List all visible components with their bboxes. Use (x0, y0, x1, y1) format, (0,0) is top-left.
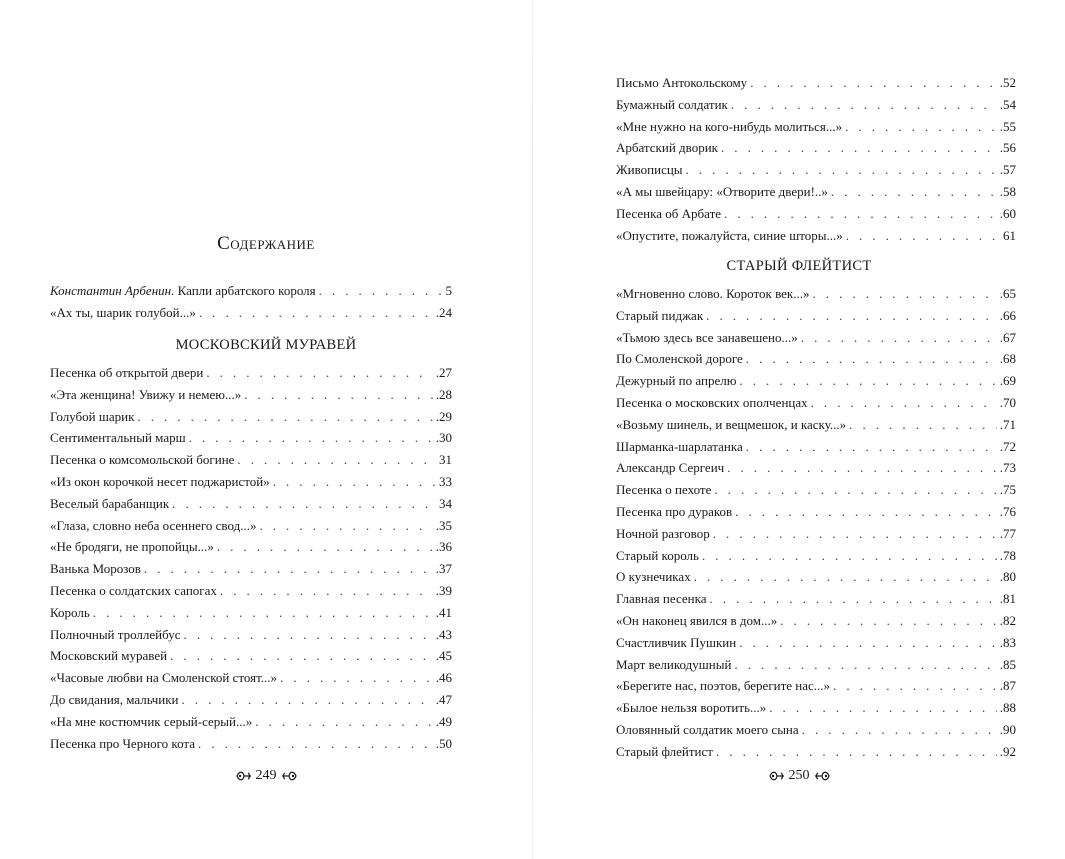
entry-page: .87 (999, 678, 1016, 694)
toc-entry[interactable] (50, 449, 452, 471)
entry-title: «Ах ты, шарик голубой...» (50, 304, 196, 320)
section-heading: СТАРЫЙ ФЛЕЙТИСТ (726, 258, 872, 274)
leader-dots (811, 392, 997, 414)
leader-dots (184, 624, 433, 646)
entry-page: .56 (999, 140, 1016, 156)
leader-dots (714, 479, 996, 501)
entry-page: .66 (999, 307, 1016, 323)
entry-title: Письмо Антокольскому (616, 75, 748, 90)
entry-page: .72 (999, 438, 1016, 454)
leader-dots (734, 654, 996, 676)
entry-page: .82 (999, 612, 1016, 628)
toc-entry[interactable] (616, 159, 1016, 181)
entry-title: Песенка о пехоте (616, 482, 712, 498)
toc-entry[interactable] (616, 523, 1016, 545)
leader-dots (802, 719, 997, 741)
entry-title: «Из окон корочкой несет поджаристой» (50, 473, 270, 489)
entry-page: .81 (999, 591, 1016, 607)
entry-title: Счастливчик Пушкин (616, 634, 737, 650)
leader-dots (93, 602, 433, 624)
toc-entry[interactable] (50, 667, 452, 689)
entry-page: .24 (435, 304, 452, 320)
page-number (533, 768, 1065, 784)
toc-entry[interactable] (50, 536, 452, 558)
entry-title: Ночной разговор (616, 525, 710, 541)
leader-dots (170, 645, 433, 667)
entry-title: Песенка о московских ополченцах (616, 394, 808, 410)
entry-title: Старый пиджак (616, 307, 704, 323)
entry-title: Старый флейтист (616, 743, 713, 759)
entry-page: .55 (999, 118, 1016, 134)
toc-entry[interactable] (50, 711, 452, 733)
entry-page: .78 (999, 547, 1016, 563)
toc-entry[interactable] (616, 225, 1016, 247)
entry-title: Песенка про Черного кота (50, 735, 196, 751)
leader-dots (244, 384, 433, 406)
entry-page: .36 (435, 539, 452, 555)
entry-page: .73 (999, 460, 1016, 476)
leader-dots (739, 370, 996, 392)
leader-dots (206, 362, 432, 384)
leader-dots (845, 116, 997, 138)
entry-page: .65 (999, 286, 1016, 301)
section-list (50, 362, 452, 754)
entry-title: Песенка об Арбате (616, 205, 722, 221)
entry-page: .83 (999, 634, 1016, 650)
toc-entry[interactable] (616, 610, 1016, 632)
intro-list (50, 280, 452, 324)
toc-entry[interactable] (616, 283, 1016, 305)
entry-page: .47 (435, 691, 452, 707)
leader-dots (727, 457, 997, 479)
entry-page: .68 (999, 351, 1016, 367)
toc-entry[interactable] (50, 406, 452, 428)
entry-page: .57 (999, 162, 1016, 178)
toc-entry[interactable] (616, 632, 1016, 654)
entry-page: .35 (435, 517, 452, 533)
entry-page: .43 (435, 626, 452, 642)
toc-entry[interactable] (50, 624, 452, 646)
toc-entry[interactable] (50, 427, 452, 449)
page-number (0, 768, 532, 784)
leader-dots (319, 280, 443, 302)
entry-title: «Опустите, пожалуйста, синие шторы...» (616, 227, 843, 243)
entry-title: Дежурный по апрелю (616, 373, 737, 389)
entry-title: Александр Сергеич (616, 460, 725, 476)
page-number-text: 249 (255, 768, 277, 783)
entry-title: Сентиментальный марш (50, 430, 186, 446)
toc-entry[interactable] (616, 181, 1016, 203)
leader-dots (846, 225, 1000, 247)
entry-title: Веселый барабанщик (50, 495, 170, 511)
leader-dots (255, 711, 433, 733)
toc-entry[interactable] (616, 327, 1016, 349)
toc-entry[interactable] (50, 558, 452, 580)
leader-dots (812, 283, 996, 305)
entry-title: Живописцы (616, 162, 683, 178)
toc-entry[interactable] (50, 493, 452, 515)
entry-page: .49 (435, 713, 452, 729)
entry-page: .30 (435, 430, 452, 446)
entry-page: .76 (999, 503, 1016, 519)
continued-list (616, 72, 1016, 246)
toc-entry[interactable] (50, 645, 452, 667)
leader-dots (739, 632, 997, 654)
toc-entry[interactable] (616, 654, 1016, 676)
entry-title: Песенка об открытой двери (50, 365, 204, 380)
toc-entry[interactable] (50, 602, 452, 624)
entry-page: .88 (999, 700, 1016, 716)
leader-dots (702, 545, 997, 567)
leader-dots (831, 181, 997, 203)
toc-entry[interactable] (616, 370, 1016, 392)
entry-title: Полночный троллейбус (50, 626, 181, 642)
toc-entry[interactable] (50, 362, 452, 384)
toc-entry[interactable] (616, 566, 1016, 588)
entry-page: .92 (999, 743, 1016, 759)
entry-page: .70 (999, 394, 1016, 410)
entry-page: .67 (999, 329, 1016, 345)
toc-entry[interactable] (616, 137, 1016, 159)
toc-entry[interactable] (616, 719, 1016, 741)
entry-title: Песенка о солдатских сапогах (50, 582, 217, 598)
toc-entry[interactable] (616, 501, 1016, 523)
leader-dots (199, 302, 433, 324)
entry-title: По Смоленской дороге (616, 351, 743, 367)
entry-title: Ванька Морозов (50, 561, 141, 577)
leader-dots (780, 610, 997, 632)
leader-dots (724, 203, 997, 225)
entry-page: .27 (435, 365, 452, 380)
left-page (0, 0, 532, 859)
toc-entry[interactable] (616, 588, 1016, 610)
leader-dots (172, 493, 436, 515)
toc-entry[interactable] (616, 457, 1016, 479)
entry-page: 31 (439, 452, 452, 468)
entry-page: .50 (435, 735, 452, 751)
entry-title: Голубой шарик (50, 408, 135, 424)
leader-dots (694, 566, 997, 588)
entry-page: .90 (999, 721, 1016, 737)
entry-title: Шарманка-шарлатанка (616, 438, 743, 454)
entry-title: «Эта женщина! Увижу и немею...» (50, 386, 242, 402)
toc-entry[interactable] (50, 689, 452, 711)
toc-entry[interactable] (616, 94, 1016, 116)
leader-dots (237, 449, 436, 471)
leader-dots (801, 327, 997, 349)
entry-title: «Часовые любви на Смоленской стоят...» (50, 670, 278, 686)
toc-entry[interactable] (616, 414, 1016, 436)
entry-title: «На мне костюмчик серый-серый...» (50, 713, 253, 729)
toc-entry[interactable] (50, 471, 452, 493)
toc-entry[interactable] (616, 436, 1016, 458)
toc-entry[interactable] (616, 392, 1016, 414)
entry-page: 61 (1003, 227, 1016, 243)
toc-entry[interactable] (50, 280, 452, 302)
toc-entry[interactable] (616, 348, 1016, 370)
leader-dots (833, 675, 997, 697)
toc-entry[interactable] (616, 545, 1016, 567)
entry-page: .60 (999, 205, 1016, 221)
entry-title: О кузнечиках (616, 569, 691, 585)
entry-title: Король (50, 604, 90, 620)
entry-page: .69 (999, 373, 1016, 389)
leader-dots (686, 159, 997, 181)
entry-title: «Не бродяги, не пропойцы...» (50, 539, 214, 555)
toc-entry[interactable] (616, 479, 1016, 501)
section-list (616, 283, 1016, 763)
entry-title: «Он наконец явился в дом...» (616, 612, 778, 628)
toc-entry[interactable] (50, 515, 452, 537)
entry-page: 33 (439, 473, 452, 489)
entry-title: Бумажный солдатик (616, 96, 728, 112)
entry-title: Московский муравей (50, 648, 168, 664)
leader-dots (713, 523, 997, 545)
entry-title: До свидания, мальчики (50, 691, 179, 707)
entry-page: .58 (999, 183, 1016, 199)
entry-page: .46 (435, 670, 452, 686)
entry-title: «Глаза, словно неба осеннего свод...» (50, 517, 257, 533)
entry-title: Главная песенка (616, 591, 707, 607)
toc-entry[interactable] (616, 203, 1016, 225)
entry-page: .80 (999, 569, 1016, 585)
toc-entry[interactable] (50, 733, 452, 755)
toc-entry[interactable] (616, 305, 1016, 327)
leader-dots (181, 689, 432, 711)
fleuron-icon (280, 770, 298, 782)
entry-title: Песенка про дураков (616, 503, 733, 519)
toc-entry[interactable] (616, 741, 1016, 763)
leader-dots (710, 588, 997, 610)
entry-title: Старый король (616, 547, 699, 563)
entry-page: .41 (435, 604, 452, 620)
leader-dots (746, 348, 997, 370)
entry-title: «Мгновенно слово. Короток век...» (616, 286, 810, 301)
entry-title: «Былое нельзя воротить...» (616, 700, 767, 716)
entry-page: .37 (435, 561, 452, 577)
toc-entry[interactable] (616, 116, 1016, 138)
entry-title: «Берегите нас, поэтов, берегите нас...» (616, 678, 831, 694)
leader-dots (220, 580, 433, 602)
entry-title: «Мне нужно на кого-нибудь молиться...» (616, 118, 843, 134)
fleuron-icon (768, 770, 786, 782)
leader-dots (849, 414, 997, 436)
fleuron-icon (235, 770, 253, 782)
leader-dots (716, 741, 997, 763)
entry-title: «А мы швейцару: «Отворите двери!..» (616, 183, 828, 199)
entry-page: .28 (435, 386, 452, 402)
entry-title: «Тьмою здесь все занавешено...» (616, 329, 798, 345)
leader-dots (280, 667, 433, 689)
entry-page: .39 (435, 582, 452, 598)
section-heading: МОСКОВСКИЙ МУРАВЕЙ (175, 337, 357, 353)
toc-entry[interactable] (50, 580, 452, 602)
entry-page: 5 (445, 283, 452, 298)
entry-title: «Возьму шинель, и вещмешок, и каску...» (616, 416, 847, 432)
leader-dots (137, 406, 432, 428)
entry-page: .45 (435, 648, 452, 664)
leader-dots (731, 94, 997, 116)
entry-page: .75 (999, 482, 1016, 498)
entry-page: .77 (999, 525, 1016, 541)
leader-dots (735, 501, 997, 523)
leader-dots (198, 733, 433, 755)
leader-dots (144, 558, 433, 580)
leader-dots (217, 536, 433, 558)
toc-entry[interactable] (616, 72, 1016, 94)
entry-title: Песенка о комсомольской богине (50, 452, 235, 468)
leader-dots (750, 72, 997, 94)
entry-page: .52 (999, 75, 1016, 90)
entry-page: 34 (439, 495, 452, 511)
leader-dots (769, 697, 997, 719)
entry-title: Оловянный солдатик моего сына (616, 721, 799, 737)
entry-author: Константин Арбенин. (50, 283, 175, 298)
fleuron-icon (813, 770, 831, 782)
leader-dots (706, 305, 997, 327)
toc-entry[interactable] (616, 675, 1016, 697)
leader-dots (721, 137, 997, 159)
entry-title: Капли арбатского короля (174, 283, 316, 298)
entry-page: .54 (999, 96, 1016, 112)
entry-title: Арбатский дворик (616, 140, 718, 156)
leader-dots (746, 436, 997, 458)
page-number-text: 250 (788, 768, 810, 783)
entry-page: .29 (435, 408, 452, 424)
right-page (533, 0, 1065, 859)
toc-entry[interactable] (616, 697, 1016, 719)
entry-title: Март великодушный (616, 656, 732, 672)
entry-page: .85 (999, 656, 1016, 672)
toc-entry[interactable] (50, 384, 452, 406)
leader-dots (189, 427, 433, 449)
toc-entry[interactable] (50, 302, 452, 324)
leader-dots (273, 471, 436, 493)
entry-page: .71 (999, 416, 1016, 432)
toc-heading: Содержание (217, 233, 315, 254)
leader-dots (259, 515, 432, 537)
